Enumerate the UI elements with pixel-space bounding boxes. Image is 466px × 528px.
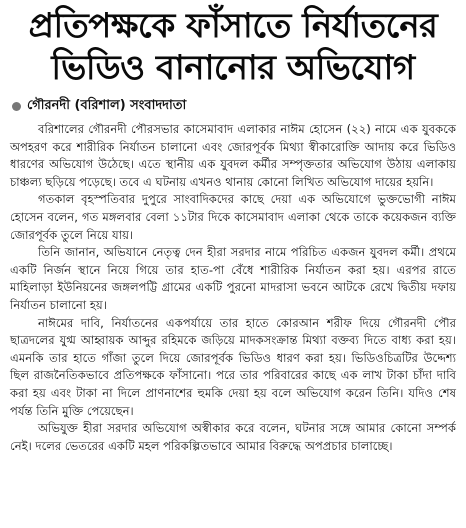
byline-text: গৌরনদী (বরিশাল) সংবাদদাতা	[27, 98, 187, 113]
headline-line-1: প্রতিপক্ষকে ফাঁসাতে নির্যাতনের	[28, 6, 438, 46]
bullet-icon	[12, 102, 21, 111]
headline-line-2: ভিডিও বানানোর অভিযোগ	[51, 48, 415, 88]
paragraph: তিনি জানান, অভিযানে নেতৃত্ব দেন হীরা সরদার নামে পরিচিত একজন যুবদল কর্মী। প্রথমে একটি নির্জন স্থানে নিয়ে গিয়ে তার হাত-পা বেঁধে শারীরিক নির্যাতন করা হয়। এরপর রাতে মাহিলাড়া ইউনিয়নের জঙ্গলপট্টি গ্রামের একটি পুরনো মাদরাসা ভবনে আটকে রেখে দ্বিতীয় দফায় নির্যাতন চালানো হয়।	[10, 245, 456, 312]
paragraph: বরিশালের গৌরনদী পৌরসভার কাসেমাবাদ এলাকার নাঈম হোসেন (২২) নামে এক যুবককে অপহরণ করে শারীরিক নির্যাতন চালানো এবং জোরপূর্বক মিথ্যা স্বীকারোক্তি আদায় করে ভিডিও ধারণের অভিযোগ উঠেছে। এতে স্থানীয় এক যুবদল কর্মীর সম্পৃক্ততার অভিযোগ উঠায় এলাকায় চাঞ্চল্য ছড়িয়ে পড়েছে। তবে এ ঘটনায় এখনও থানায় কোনো লিখিত অভিযোগ দায়ের হয়নি।	[10, 122, 456, 189]
paragraph: নাঈমের দাবি, নির্যাতনের একপর্যায়ে তার হাতে কোরআন শরীফ দিয়ে গৌরনদী পৌর ছাত্রদলের যুগ্ম আহ্বায়ক আব্দুর রহিমকে জড়িয়ে মাদকসংক্রান্ত মিথ্যা বক্তব্য দিতে বাধ্য করা হয়। এমনকি তার হাতে গাঁজা তুলে দিয়ে জোরপূর্বক ভিডিও ধারণ করা হয়। ভিডিওচিত্রটির উদ্দেশ্য ছিল রাজনৈতিকভাবে প্রতিপক্ষকে ফাঁসানো। পরে তার পরিবারের কাছে এক লাখ টাকা চাঁদা দাবি করা হয় এবং টাকা না দিলে প্রাণনাশের হুমকি দেয়া হয় বলে অভিযোগ করেন তিনি। যদিও শেষ পর্যন্ত তিনি মুক্তি পেয়েছেন।	[10, 315, 456, 418]
paragraph: অভিযুক্ত হীরা সরদার অভিযোগ অস্বীকার করে বলেন, ঘটনার সঙ্গে আমার কোনো সম্পর্ক নেই। দলের ভেতরের একটি মহল পরিকল্পিতভাবে আমার বিরুদ্ধে অপপ্রচার চালাচ্ছে।	[10, 421, 456, 453]
paragraph: গতকাল বৃহস্পতিবার দুপুরে সাংবাদিকদের কাছে দেয়া এক অভিযোগে ভুক্তভোগী নাঈম হোসেন বলেন, গত মঙ্গলবার বেলা ১১টার দিকে কাসেমাবাদ এলাকা থেকে তাকে কয়েকজন ব্যক্তি জোরপূর্বক তুলে নিয়ে যায়।	[10, 192, 456, 242]
article-body	[10, 121, 456, 455]
byline	[12, 96, 456, 117]
